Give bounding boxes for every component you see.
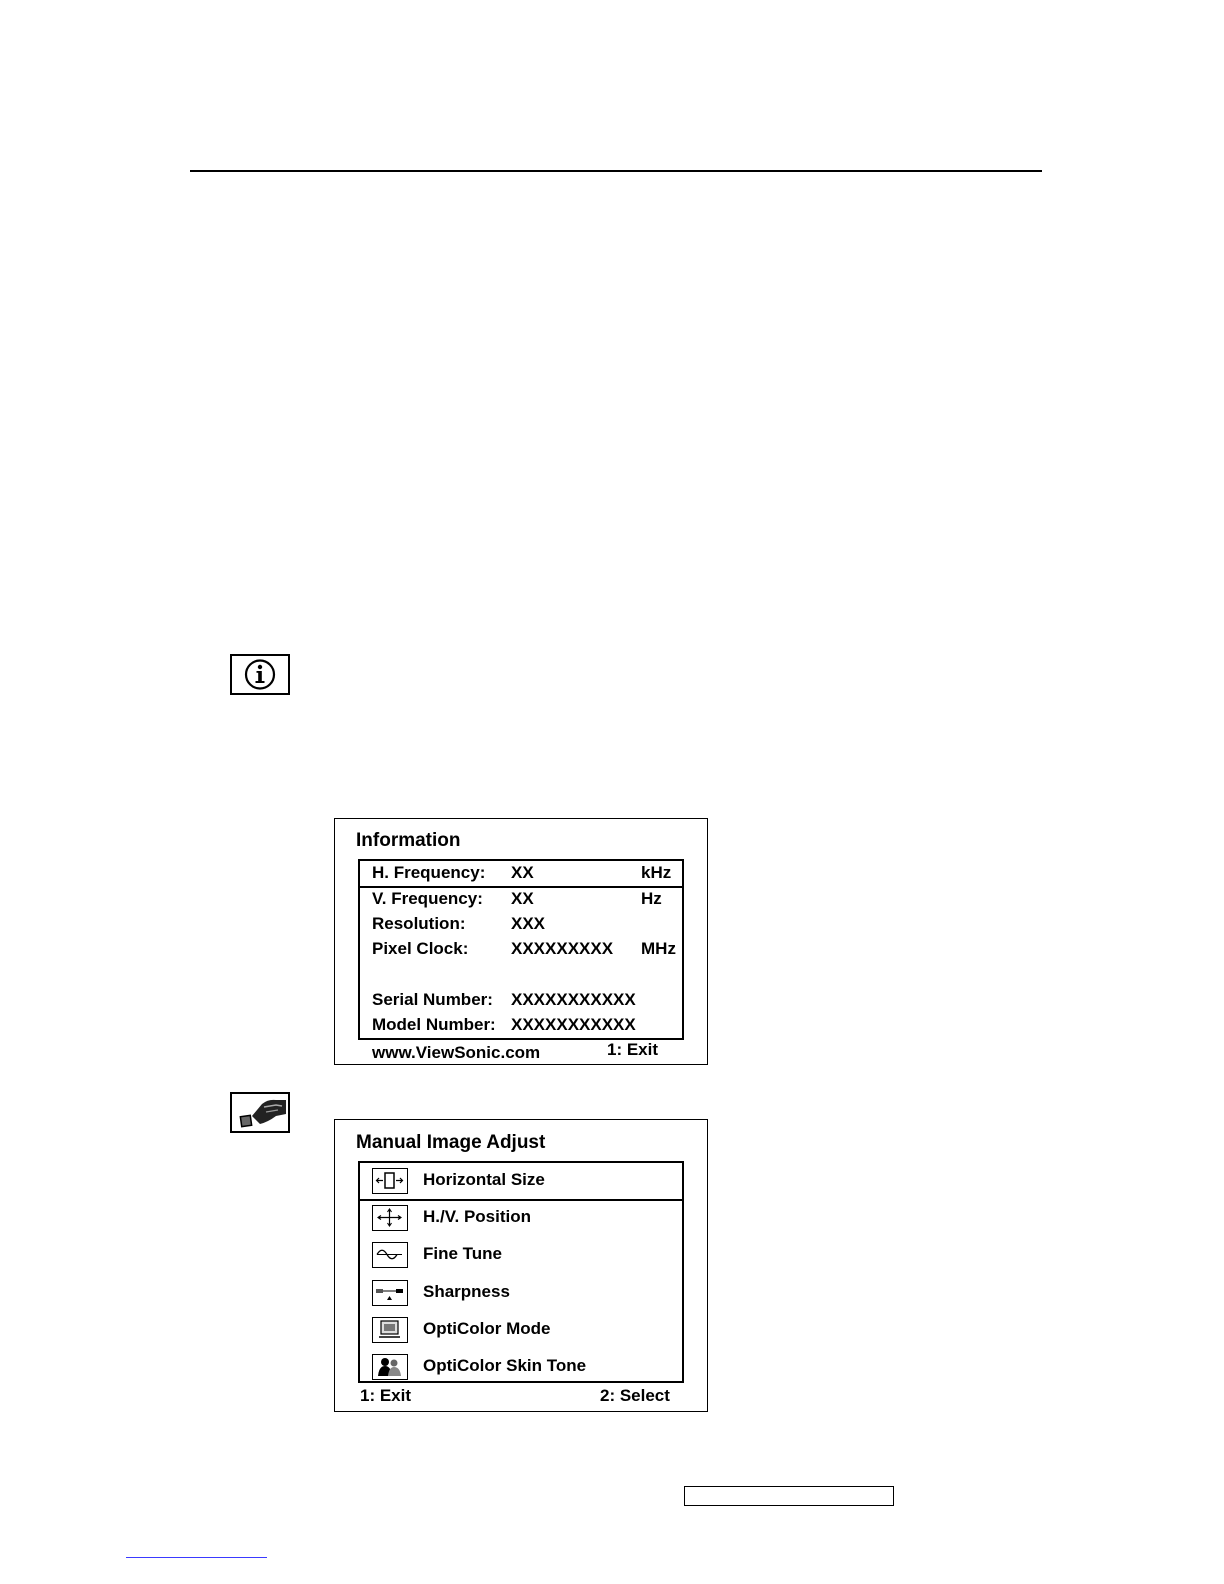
header-rule [190, 170, 1042, 172]
website-link[interactable]: www.ViewSonic.com [372, 1043, 541, 1062]
menu-item-label: Fine Tune [423, 1244, 503, 1263]
menu-item-fine-tune[interactable] [360, 1237, 682, 1274]
menu-item-label: Horizontal Size [423, 1170, 545, 1189]
info-value: XXXXXXXXX [511, 939, 614, 958]
info-value: XX [511, 889, 534, 908]
menu-item-sharpness[interactable] [360, 1275, 682, 1312]
information-panel [358, 859, 684, 1040]
info-label: Model Number: [372, 1015, 496, 1034]
menu-item-hv-position[interactable] [360, 1200, 682, 1237]
manual-image-adjust-osd [334, 1119, 708, 1412]
info-unit: kHz [641, 863, 672, 882]
menu-item-horizontal-size[interactable] [360, 1163, 682, 1200]
info-value: XXX [511, 914, 546, 933]
information-title: Information [356, 830, 461, 851]
manual-image-adjust-menu [358, 1161, 684, 1383]
hv-position-icon [372, 1205, 408, 1231]
opticolor-mode-icon [372, 1317, 408, 1343]
menu-item-label: H./V. Position [423, 1207, 532, 1226]
info-label: Resolution: [372, 914, 466, 933]
menu-item-label: OptiColor Skin Tone [423, 1356, 587, 1375]
fine-tune-icon [372, 1242, 408, 1268]
sharpness-icon [372, 1280, 408, 1306]
info-label: V. Frequency: [372, 889, 483, 908]
menu-item-opticolor-skin-tone[interactable] [360, 1349, 682, 1386]
hand-pointer-icon [230, 1092, 290, 1133]
menu-item-label: OptiColor Mode [423, 1319, 551, 1338]
info-label: Serial Number: [372, 990, 493, 1009]
opticolor-skin-tone-icon [372, 1354, 408, 1380]
horizontal-size-icon [372, 1168, 408, 1194]
info-note-icon [230, 654, 290, 695]
page-number-box [684, 1486, 894, 1506]
info-value: XXXXXXXXXXX [511, 990, 636, 1009]
footer-link-underline [126, 1557, 267, 1558]
exit-button[interactable]: 1: Exit [607, 1040, 659, 1059]
information-osd [334, 818, 708, 1065]
info-unit: Hz [641, 889, 662, 908]
exit-button[interactable]: 1: Exit [360, 1386, 412, 1405]
menu-item-label: Sharpness [423, 1282, 510, 1301]
info-unit: MHz [641, 939, 676, 958]
menu-item-opticolor-mode[interactable] [360, 1312, 682, 1349]
info-value: XXXXXXXXXXX [511, 1015, 636, 1034]
select-button[interactable]: 2: Select [600, 1386, 670, 1405]
manual-image-adjust-title: Manual Image Adjust [356, 1132, 546, 1153]
info-value: XX [511, 863, 534, 882]
info-label: H. Frequency: [372, 863, 486, 882]
info-label: Pixel Clock: [372, 939, 469, 958]
